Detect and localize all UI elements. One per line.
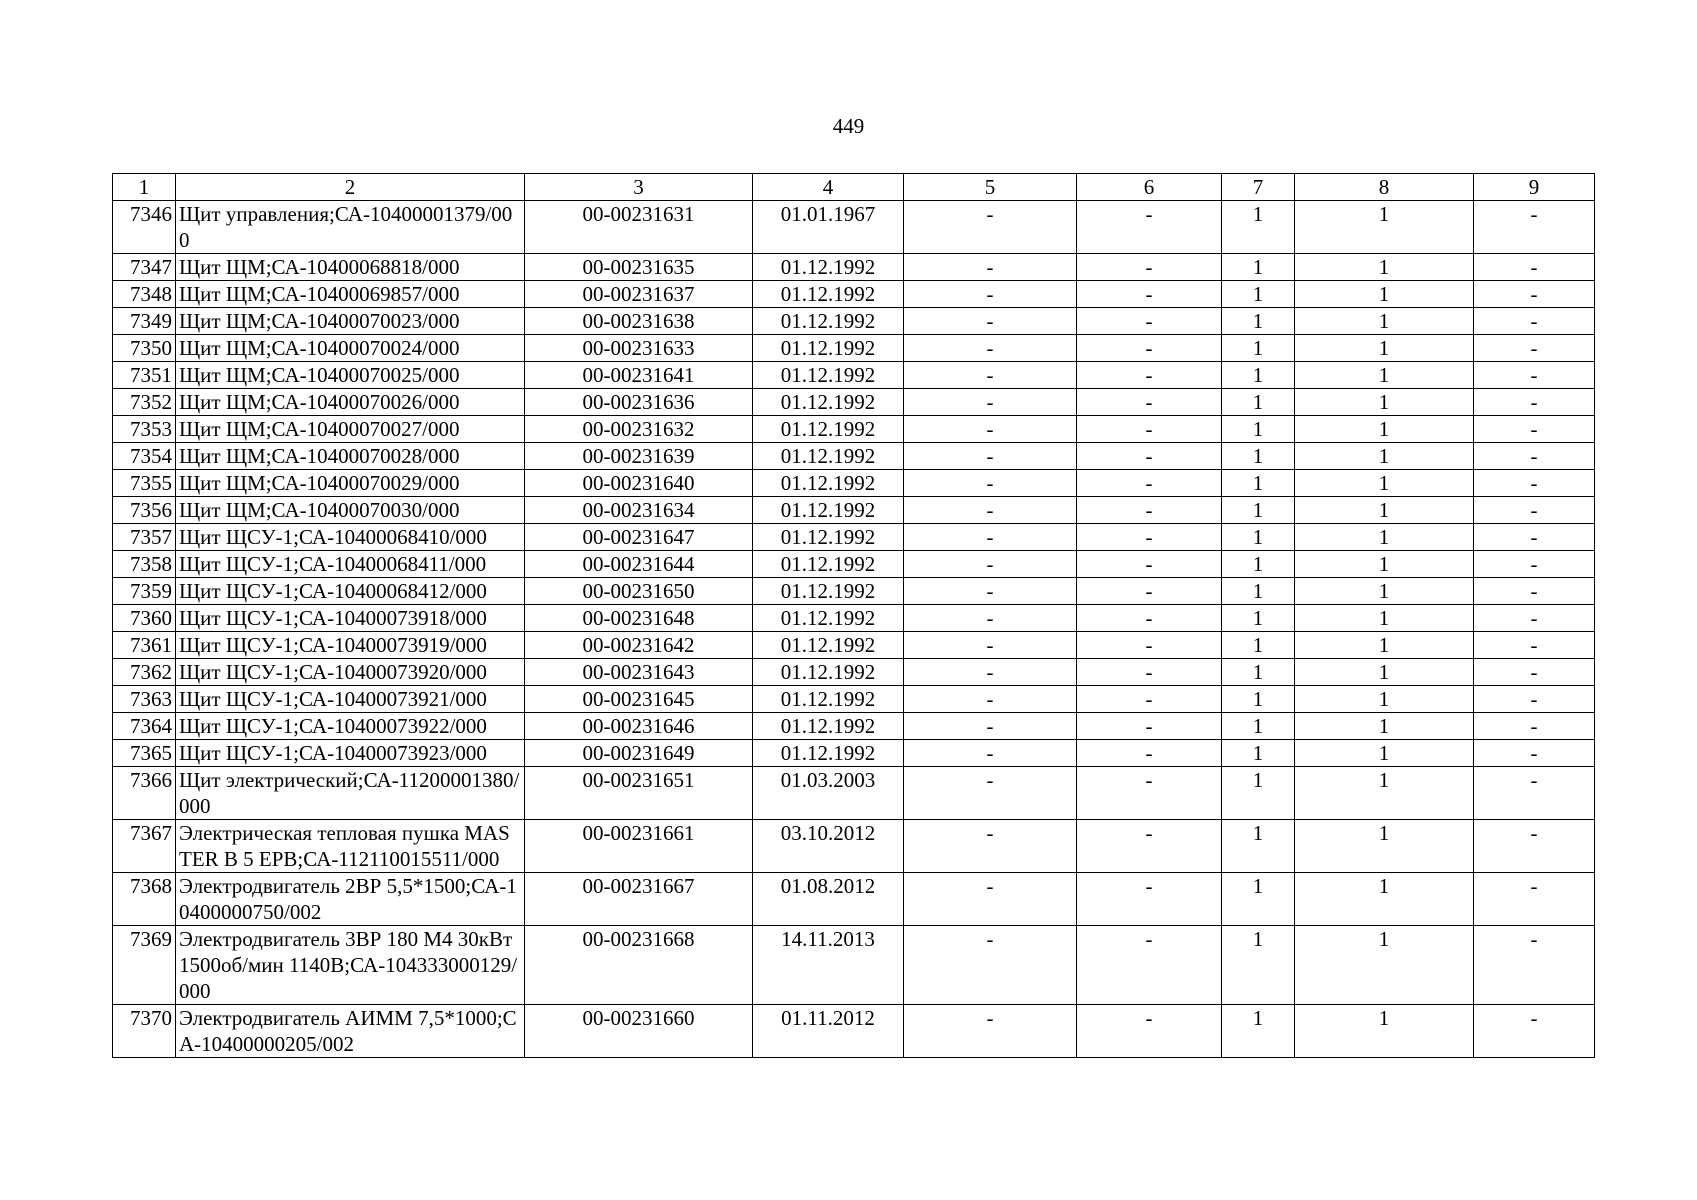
inventory-code: 00-00231634	[525, 497, 753, 524]
inventory-code: 00-00231636	[525, 389, 753, 416]
table-row	[113, 308, 1595, 335]
acquisition-date: 01.12.1992	[753, 281, 904, 308]
column-6-value: -	[1077, 201, 1222, 254]
inventory-code: 00-00231647	[525, 524, 753, 551]
acquisition-date: 01.12.1992	[753, 632, 904, 659]
column-6-value: -	[1077, 767, 1222, 820]
table-row	[113, 820, 1595, 873]
acquisition-date: 01.11.2012	[753, 1005, 904, 1058]
item-name: Электродвигатель 3ВР 180 М4 30кВт 1500об/мин 1140В;СА-104333000129/000	[176, 926, 525, 1005]
column-5-value: -	[904, 1005, 1077, 1058]
column-7-value: 1	[1222, 926, 1295, 1005]
column-6-value: -	[1077, 1005, 1222, 1058]
column-header: 1	[113, 174, 176, 201]
column-5-value: -	[904, 470, 1077, 497]
column-7-value: 1	[1222, 281, 1295, 308]
inventory-code: 00-00231661	[525, 820, 753, 873]
column-6-value: -	[1077, 659, 1222, 686]
column-9-value: -	[1474, 686, 1595, 713]
column-6-value: -	[1077, 578, 1222, 605]
acquisition-date: 01.12.1992	[753, 470, 904, 497]
inventory-code: 00-00231651	[525, 767, 753, 820]
column-7-value: 1	[1222, 686, 1295, 713]
column-5-value: -	[904, 389, 1077, 416]
column-8-value: 1	[1295, 416, 1474, 443]
column-7-value: 1	[1222, 632, 1295, 659]
column-9-value: -	[1474, 389, 1595, 416]
table-row	[113, 281, 1595, 308]
item-name: Щит управления;СА-10400001379/000	[176, 201, 525, 254]
column-8-value: 1	[1295, 389, 1474, 416]
column-9-value: -	[1474, 416, 1595, 443]
column-header: 3	[525, 174, 753, 201]
inventory-code: 00-00231632	[525, 416, 753, 443]
column-9-value: -	[1474, 1005, 1595, 1058]
column-9-value: -	[1474, 470, 1595, 497]
column-5-value: -	[904, 335, 1077, 362]
table-row	[113, 362, 1595, 389]
column-8-value: 1	[1295, 926, 1474, 1005]
table-row	[113, 470, 1595, 497]
item-name: Щит ЩМ;СА-10400070029/000	[176, 470, 525, 497]
item-name: Щит ЩСУ-1;СА-10400068412/000	[176, 578, 525, 605]
column-8-value: 1	[1295, 659, 1474, 686]
row-number: 7352	[113, 389, 176, 416]
inventory-code: 00-00231648	[525, 605, 753, 632]
row-number: 7350	[113, 335, 176, 362]
column-8-value: 1	[1295, 201, 1474, 254]
column-6-value: -	[1077, 740, 1222, 767]
column-8-value: 1	[1295, 767, 1474, 820]
column-8-value: 1	[1295, 551, 1474, 578]
table-row	[113, 335, 1595, 362]
column-6-value: -	[1077, 551, 1222, 578]
item-name: Щит ЩСУ-1;СА-10400073919/000	[176, 632, 525, 659]
item-name: Электрическая тепловая пушка MASTER B 5 EPB;СА-112110015511/000	[176, 820, 525, 873]
column-6-value: -	[1077, 389, 1222, 416]
column-header: 6	[1077, 174, 1222, 201]
row-number: 7358	[113, 551, 176, 578]
column-5-value: -	[904, 740, 1077, 767]
row-number: 7370	[113, 1005, 176, 1058]
inventory-code: 00-00231667	[525, 873, 753, 926]
column-5-value: -	[904, 443, 1077, 470]
column-7-value: 1	[1222, 1005, 1295, 1058]
item-name: Щит ЩМ;СА-10400068818/000	[176, 254, 525, 281]
column-6-value: -	[1077, 524, 1222, 551]
column-7-value: 1	[1222, 443, 1295, 470]
table-header	[113, 174, 1595, 201]
row-number: 7357	[113, 524, 176, 551]
inventory-code: 00-00231668	[525, 926, 753, 1005]
acquisition-date: 01.12.1992	[753, 551, 904, 578]
column-7-value: 1	[1222, 254, 1295, 281]
column-5-value: -	[904, 416, 1077, 443]
row-number: 7353	[113, 416, 176, 443]
column-9-value: -	[1474, 201, 1595, 254]
inventory-code: 00-00231635	[525, 254, 753, 281]
table-row	[113, 497, 1595, 524]
inventory-code: 00-00231640	[525, 470, 753, 497]
acquisition-date: 01.12.1992	[753, 524, 904, 551]
column-5-value: -	[904, 713, 1077, 740]
inventory-code: 00-00231645	[525, 686, 753, 713]
column-header: 2	[176, 174, 525, 201]
row-number: 7356	[113, 497, 176, 524]
row-number: 7364	[113, 713, 176, 740]
column-8-value: 1	[1295, 335, 1474, 362]
inventory-code: 00-00231631	[525, 201, 753, 254]
item-name: Щит ЩСУ-1;СА-10400073920/000	[176, 659, 525, 686]
column-5-value: -	[904, 578, 1077, 605]
column-header: 9	[1474, 174, 1595, 201]
column-8-value: 1	[1295, 820, 1474, 873]
column-6-value: -	[1077, 873, 1222, 926]
column-7-value: 1	[1222, 497, 1295, 524]
column-9-value: -	[1474, 497, 1595, 524]
column-5-value: -	[904, 497, 1077, 524]
row-number: 7355	[113, 470, 176, 497]
inventory-code: 00-00231650	[525, 578, 753, 605]
column-7-value: 1	[1222, 551, 1295, 578]
acquisition-date: 01.12.1992	[753, 686, 904, 713]
acquisition-date: 01.12.1992	[753, 254, 904, 281]
item-name: Щит ЩСУ-1;СА-10400068411/000	[176, 551, 525, 578]
column-9-value: -	[1474, 524, 1595, 551]
row-number: 7369	[113, 926, 176, 1005]
item-name: Щит ЩСУ-1;СА-10400073921/000	[176, 686, 525, 713]
table-row	[113, 443, 1595, 470]
table-row	[113, 254, 1595, 281]
row-number: 7359	[113, 578, 176, 605]
row-number: 7363	[113, 686, 176, 713]
column-8-value: 1	[1295, 254, 1474, 281]
column-6-value: -	[1077, 497, 1222, 524]
column-6-value: -	[1077, 443, 1222, 470]
acquisition-date: 01.01.1967	[753, 201, 904, 254]
inventory-code: 00-00231643	[525, 659, 753, 686]
row-number: 7368	[113, 873, 176, 926]
row-number: 7346	[113, 201, 176, 254]
column-5-value: -	[904, 551, 1077, 578]
row-number: 7351	[113, 362, 176, 389]
column-7-value: 1	[1222, 605, 1295, 632]
acquisition-date: 01.12.1992	[753, 443, 904, 470]
table-row	[113, 686, 1595, 713]
column-9-value: -	[1474, 740, 1595, 767]
table-row	[113, 605, 1595, 632]
column-5-value: -	[904, 820, 1077, 873]
column-5-value: -	[904, 281, 1077, 308]
item-name: Щит ЩМ;СА-10400070028/000	[176, 443, 525, 470]
column-6-value: -	[1077, 632, 1222, 659]
inventory-code: 00-00231646	[525, 713, 753, 740]
column-9-value: -	[1474, 335, 1595, 362]
inventory-code: 00-00231637	[525, 281, 753, 308]
table-row	[113, 659, 1595, 686]
inventory-code: 00-00231638	[525, 308, 753, 335]
column-9-value: -	[1474, 254, 1595, 281]
column-5-value: -	[904, 659, 1077, 686]
column-5-value: -	[904, 767, 1077, 820]
column-8-value: 1	[1295, 873, 1474, 926]
column-8-value: 1	[1295, 578, 1474, 605]
table-row	[113, 926, 1595, 1005]
acquisition-date: 01.12.1992	[753, 416, 904, 443]
column-8-value: 1	[1295, 470, 1474, 497]
column-5-value: -	[904, 201, 1077, 254]
item-name: Щит ЩМ;СА-10400070030/000	[176, 497, 525, 524]
row-number: 7360	[113, 605, 176, 632]
column-7-value: 1	[1222, 820, 1295, 873]
column-8-value: 1	[1295, 362, 1474, 389]
column-8-value: 1	[1295, 713, 1474, 740]
inventory-code: 00-00231642	[525, 632, 753, 659]
table-row	[113, 740, 1595, 767]
table-row	[113, 767, 1595, 820]
acquisition-date: 01.12.1992	[753, 335, 904, 362]
item-name: Щит ЩМ;СА-10400070026/000	[176, 389, 525, 416]
column-7-value: 1	[1222, 659, 1295, 686]
column-6-value: -	[1077, 254, 1222, 281]
column-9-value: -	[1474, 632, 1595, 659]
acquisition-date: 01.12.1992	[753, 659, 904, 686]
column-7-value: 1	[1222, 578, 1295, 605]
row-number: 7348	[113, 281, 176, 308]
table-row	[113, 578, 1595, 605]
row-number: 7354	[113, 443, 176, 470]
acquisition-date: 01.03.2003	[753, 767, 904, 820]
row-number: 7349	[113, 308, 176, 335]
table-row	[113, 873, 1595, 926]
column-7-value: 1	[1222, 335, 1295, 362]
column-6-value: -	[1077, 605, 1222, 632]
column-8-value: 1	[1295, 497, 1474, 524]
item-name: Электродвигатель 2ВР 5,5*1500;СА-10400000750/002	[176, 873, 525, 926]
column-6-value: -	[1077, 362, 1222, 389]
column-8-value: 1	[1295, 605, 1474, 632]
item-name: Щит ЩМ;СА-10400070027/000	[176, 416, 525, 443]
inventory-code: 00-00231649	[525, 740, 753, 767]
column-5-value: -	[904, 686, 1077, 713]
column-9-value: -	[1474, 926, 1595, 1005]
row-number: 7347	[113, 254, 176, 281]
table-row	[113, 551, 1595, 578]
table-row	[113, 632, 1595, 659]
row-number: 7362	[113, 659, 176, 686]
column-header: 7	[1222, 174, 1295, 201]
column-5-value: -	[904, 605, 1077, 632]
item-name: Щит ЩСУ-1;СА-10400073918/000	[176, 605, 525, 632]
column-5-value: -	[904, 873, 1077, 926]
table-row	[113, 1005, 1595, 1058]
item-name: Щит электрический;СА-11200001380/000	[176, 767, 525, 820]
inventory-code: 00-00231633	[525, 335, 753, 362]
acquisition-date: 01.12.1992	[753, 713, 904, 740]
column-9-value: -	[1474, 873, 1595, 926]
row-number: 7366	[113, 767, 176, 820]
row-number: 7361	[113, 632, 176, 659]
column-8-value: 1	[1295, 686, 1474, 713]
item-name: Щит ЩМ;СА-10400069857/000	[176, 281, 525, 308]
column-9-value: -	[1474, 443, 1595, 470]
column-9-value: -	[1474, 362, 1595, 389]
column-5-value: -	[904, 926, 1077, 1005]
column-8-value: 1	[1295, 281, 1474, 308]
inventory-code: 00-00231660	[525, 1005, 753, 1058]
column-header: 8	[1295, 174, 1474, 201]
column-5-value: -	[904, 524, 1077, 551]
column-8-value: 1	[1295, 524, 1474, 551]
column-5-value: -	[904, 632, 1077, 659]
column-9-value: -	[1474, 820, 1595, 873]
column-8-value: 1	[1295, 1005, 1474, 1058]
column-7-value: 1	[1222, 524, 1295, 551]
column-9-value: -	[1474, 767, 1595, 820]
column-5-value: -	[904, 254, 1077, 281]
column-6-value: -	[1077, 281, 1222, 308]
column-header: 4	[753, 174, 904, 201]
acquisition-date: 01.12.1992	[753, 362, 904, 389]
column-6-value: -	[1077, 470, 1222, 497]
column-header: 5	[904, 174, 1077, 201]
column-5-value: -	[904, 362, 1077, 389]
item-name: Щит ЩМ;СА-10400070023/000	[176, 308, 525, 335]
acquisition-date: 01.12.1992	[753, 308, 904, 335]
column-6-value: -	[1077, 335, 1222, 362]
column-8-value: 1	[1295, 740, 1474, 767]
column-7-value: 1	[1222, 416, 1295, 443]
column-6-value: -	[1077, 686, 1222, 713]
acquisition-date: 01.12.1992	[753, 578, 904, 605]
item-name: Электродвигатель АИММ 7,5*1000;СА-10400000205/002	[176, 1005, 525, 1058]
acquisition-date: 01.12.1992	[753, 740, 904, 767]
acquisition-date: 01.08.2012	[753, 873, 904, 926]
column-6-value: -	[1077, 926, 1222, 1005]
table-body	[113, 201, 1595, 1058]
acquisition-date: 01.12.1992	[753, 605, 904, 632]
column-9-value: -	[1474, 713, 1595, 740]
item-name: Щит ЩСУ-1;СА-10400068410/000	[176, 524, 525, 551]
column-8-value: 1	[1295, 443, 1474, 470]
header-row	[113, 174, 1595, 201]
column-7-value: 1	[1222, 362, 1295, 389]
column-7-value: 1	[1222, 470, 1295, 497]
item-name: Щит ЩСУ-1;СА-10400073923/000	[176, 740, 525, 767]
column-9-value: -	[1474, 578, 1595, 605]
column-5-value: -	[904, 308, 1077, 335]
acquisition-date: 01.12.1992	[753, 497, 904, 524]
acquisition-date: 01.12.1992	[753, 389, 904, 416]
column-7-value: 1	[1222, 308, 1295, 335]
column-7-value: 1	[1222, 201, 1295, 254]
item-name: Щит ЩСУ-1;СА-10400073922/000	[176, 713, 525, 740]
column-7-value: 1	[1222, 713, 1295, 740]
acquisition-date: 03.10.2012	[753, 820, 904, 873]
row-number: 7367	[113, 820, 176, 873]
inventory-code: 00-00231639	[525, 443, 753, 470]
column-9-value: -	[1474, 551, 1595, 578]
item-name: Щит ЩМ;СА-10400070024/000	[176, 335, 525, 362]
item-name: Щит ЩМ;СА-10400070025/000	[176, 362, 525, 389]
table-row	[113, 416, 1595, 443]
column-7-value: 1	[1222, 767, 1295, 820]
inventory-code: 00-00231644	[525, 551, 753, 578]
acquisition-date: 14.11.2013	[753, 926, 904, 1005]
column-8-value: 1	[1295, 308, 1474, 335]
table-row	[113, 524, 1595, 551]
column-9-value: -	[1474, 659, 1595, 686]
column-9-value: -	[1474, 281, 1595, 308]
asset-table	[112, 173, 1595, 1058]
column-6-value: -	[1077, 308, 1222, 335]
row-number: 7365	[113, 740, 176, 767]
column-6-value: -	[1077, 416, 1222, 443]
column-7-value: 1	[1222, 740, 1295, 767]
column-7-value: 1	[1222, 873, 1295, 926]
column-9-value: -	[1474, 308, 1595, 335]
inventory-code: 00-00231641	[525, 362, 753, 389]
column-6-value: -	[1077, 820, 1222, 873]
column-8-value: 1	[1295, 632, 1474, 659]
column-9-value: -	[1474, 605, 1595, 632]
column-7-value: 1	[1222, 389, 1295, 416]
table-row	[113, 389, 1595, 416]
column-6-value: -	[1077, 713, 1222, 740]
table-row	[113, 713, 1595, 740]
page-number: 449	[832, 114, 865, 138]
table-row	[113, 201, 1595, 254]
